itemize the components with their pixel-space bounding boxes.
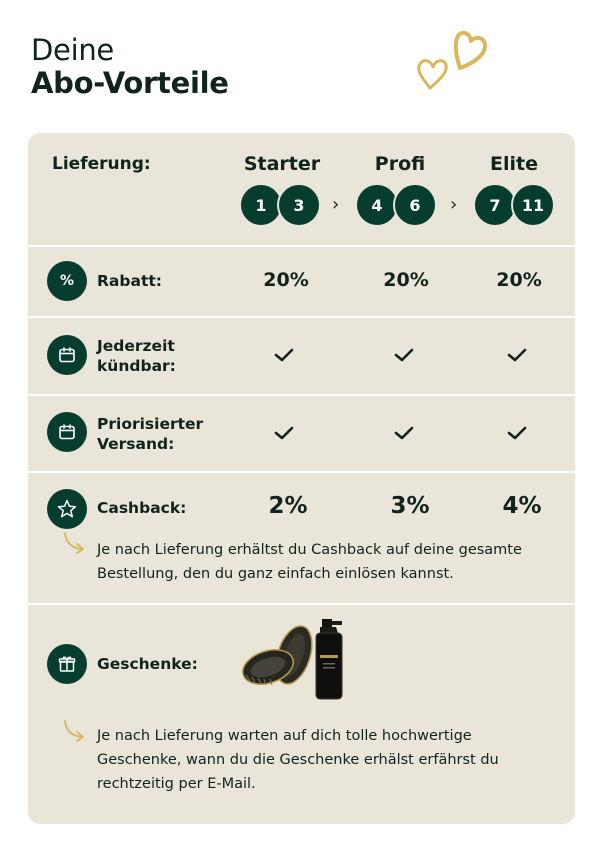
check-icon [273, 425, 295, 441]
delivery-number-badge: 3 [277, 183, 321, 227]
delivery-label: Lieferung: [52, 154, 151, 174]
value-rabatt-starter: 20% [263, 269, 309, 291]
curved-arrow-icon [62, 531, 88, 555]
delivery-number-badge: 7 [473, 183, 517, 227]
row-label-geschenke: Geschenke: [97, 655, 198, 673]
check-icon [506, 347, 528, 363]
value-cashback-elite: 4% [502, 493, 542, 519]
row-label-kuendbar: Jederzeit kündbar: [97, 337, 176, 375]
value-rabatt-elite: 20% [496, 269, 542, 291]
value-cashback-profi: 3% [390, 493, 430, 519]
geschenke-note: Je nach Lieferung warten auf dich tolle hochwertige Geschenke, wann du die Geschenke erhälst erfährst du rechtzeitig per E-Mail. [97, 728, 499, 792]
percent-icon: % [47, 261, 87, 301]
title-line-2: Abo-Vorteile [31, 66, 229, 100]
page-title [31, 34, 229, 100]
check-icon [393, 347, 415, 363]
check-icon [273, 347, 295, 363]
delivery-number-badge: 4 [355, 183, 399, 227]
row-divider [28, 316, 575, 318]
row-label-cashback: Cashback: [97, 499, 187, 517]
delivery-number-badge: 1 [239, 183, 283, 227]
hearts-icon [414, 26, 498, 92]
delivery-number-badge: 6 [393, 183, 437, 227]
calendar-icon [47, 335, 87, 375]
chevron-right-icon: › [450, 194, 458, 215]
value-rabatt-profi: 20% [383, 269, 429, 291]
gift-products-image [236, 615, 361, 701]
gift-icon [47, 644, 87, 684]
row-divider [28, 245, 575, 247]
star-icon [47, 489, 87, 529]
check-icon [506, 425, 528, 441]
calendar-icon [47, 412, 87, 452]
delivery-number-badge: 11 [511, 183, 555, 227]
row-divider [28, 471, 575, 473]
row-label-rabatt: Rabatt: [97, 272, 162, 290]
curved-arrow-icon [62, 719, 88, 743]
plan-name-starter: Starter [243, 153, 321, 175]
row-divider [28, 603, 575, 605]
chevron-right-icon: › [332, 194, 340, 215]
row-divider [28, 394, 575, 396]
plan-name-elite: Elite [490, 153, 538, 175]
check-icon [393, 425, 415, 441]
plan-name-profi: Profi [374, 153, 426, 175]
cashback-note: Je nach Lieferung erhältst du Cashback auf deine gesamte Bestellung, den du ganz einfach einlösen kannst. [97, 542, 522, 582]
title-line-1: Deine [31, 33, 114, 67]
benefits-table [28, 133, 575, 824]
row-label-versand: Priorisierter Versand: [97, 415, 204, 453]
value-cashback-starter: 2% [268, 493, 308, 519]
